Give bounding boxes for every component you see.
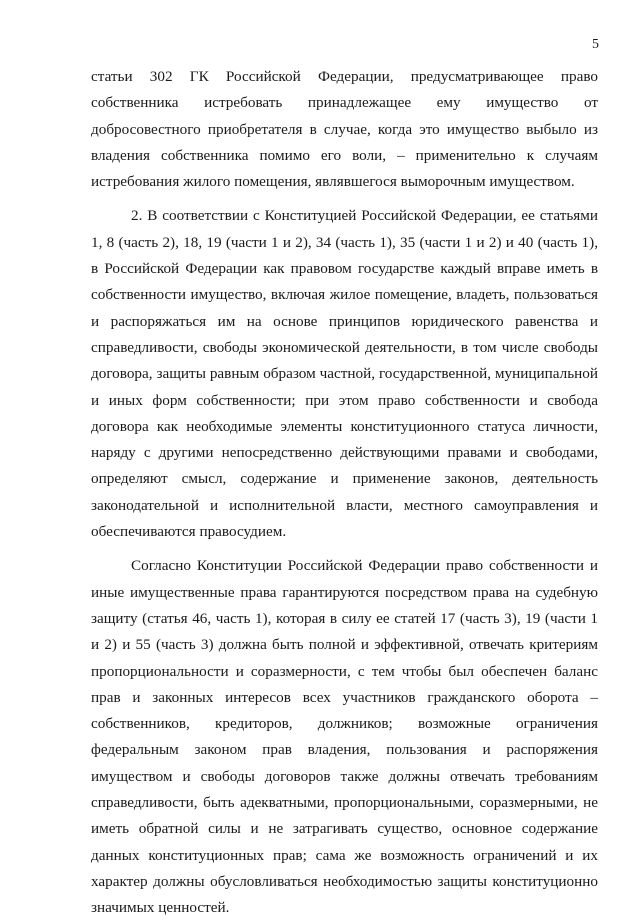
paragraph-2: 2. В соответствии с Конституцией Российской Федерации, ее статьями 1, 8 (часть 2), 18, 19 (части 1 и 2), 34 (часть 1), 35 (части 1 и 2) и 40 (часть 1), в Российской Федерации как правовом государстве каждый вправе иметь в собственности имущество, включая жилое помещение, владеть, пользоваться и распоряжаться им на основе принципов юридического равенства и справедливости, свободы экономической деятельности, в том числе свободы договора, защиты равным образом частной, государственной, муниципальной и иных форм собственности; при этом право собственности и свобода договора как необходимые элементы конституционного статуса личности, наряду с другими непосредственно действующими правами и свободами, определяют смысл, содержание и применение законов, деятельность законодательной и исполнительной власти, местного самоуправления и обеспечиваются правосудием. (91, 207, 598, 541)
paragraph-3: Согласно Конституции Российской Федерации право собственности и иные имущественные права гарантируются посредством права на судебную защиту (статья 46, часть 1), которая в силу ее статей 17 (часть 3), 19 (части 1 и 2) и 55 (часть 3) должна быть полной и эффективной, отвечать критериям пропорциональности и соразмерности, с тем чтобы был обеспечен баланс прав и законных интересов всех участников гражданского оборота – собственников, кредиторов, должников; возможные ограничения федеральным законом прав владения, пользования и распоряжения имуществом и свободы договоров также должны отвечать требованиям справедливости, быть адекватными, пропорциональными, соразмерными, не иметь обратной силы и не затрагивать существо, основное содержание данных конституционных прав; сама же возможность ограничений и их характер должны обусловливаться необходимостью защиты конституционно значимых ценностей. (91, 557, 598, 917)
paragraph-continuation: статьи 302 ГК Российской Федерации, предусматривающее право собственника истребовать принадлежащее ему имущество от добросовестного приобретателя в случае, когда это имущество выбыло из владения собственника помимо его воли, – применительно к случаям истребования жилого помещения, являвшегося выморочным имуществом. (91, 68, 598, 191)
document-body (91, 64, 598, 922)
page-number: 5 (592, 37, 599, 52)
